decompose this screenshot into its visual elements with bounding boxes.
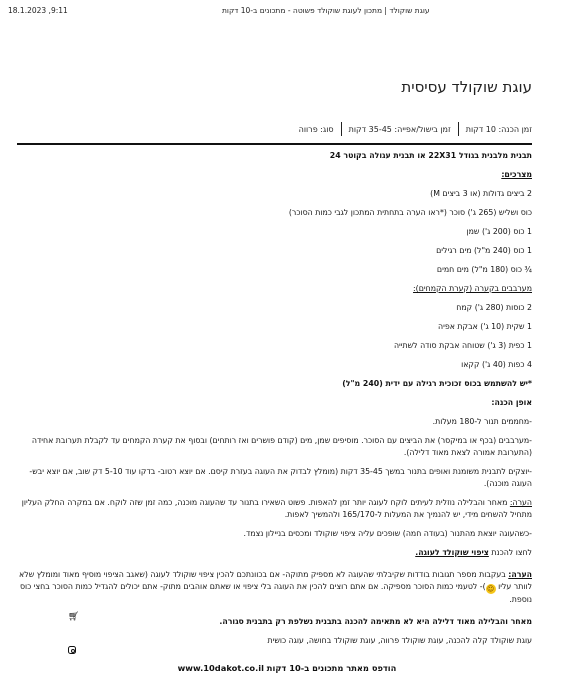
ingredient-item: 1 כוס (200 ג') שמן (466, 227, 532, 236)
ingredient-item: 2 ביצים גדולות (או 3 ביצים M) (430, 189, 532, 198)
title-divider (17, 143, 532, 145)
print-footer: הודפס מאתר מתכונים ב-10 דקות www.10dakot.co.il (177, 663, 397, 673)
glaze-prefix: לחצו להכנת (488, 548, 532, 557)
glaze-recipe-link[interactable]: ציפוי שוקולד לעוגה. (415, 548, 489, 557)
recipe-title: עוגת שוקולד עסיסית (401, 78, 532, 96)
ingredients-heading: מצרכים: (501, 170, 532, 179)
dry-ingredients-heading: מערבבים בקערה (קערת הקמחים): (413, 284, 532, 293)
cart-icon[interactable]: 🛒︎ (68, 612, 80, 622)
ingredient-item: ¾ כוס (180 מ"ל) מים חמים (436, 265, 532, 274)
ingredient-item: 1 שקית (10 ג') אבקת אפיה (438, 322, 532, 331)
meta-divider (341, 122, 342, 136)
cook-time: זמן בישול/אפייה: 35-45 דקות (348, 124, 451, 134)
ingredient-item: 1 כוס (240 מ"ל) מים רגילים (436, 246, 532, 255)
method-heading: אופן הכנה: (491, 398, 532, 407)
instagram-icon[interactable] (68, 646, 76, 654)
note-label: הערה: (508, 570, 532, 579)
smiley-icon: ☺ (487, 585, 495, 593)
print-header-title: עוגת שוקולד | מתכון לעוגת שוקולד פשוטה - מתכונים ב-10 דקות (222, 6, 430, 15)
pan-size: תבנית מלבנית בגודל 22X31 או תבנית עגולה בקוטר 24 (329, 151, 532, 160)
print-datetime: 18.1.2023 ,9:11 (8, 6, 68, 15)
cup-note: *יש להשתמש בכוס זכוכית רגילה עם ידית (240 מ"ל) (342, 379, 532, 388)
glaze-line (17, 547, 532, 559)
ingredient-item: 1 כפית (3 ג') שטוחה אבקת סודה לשתייה (393, 341, 532, 350)
pan-warning: מאחר והבלילה מאוד דלילה היא לא מתאימה להכנה בתבנית נשלפת רק בתבנית סגורה. (219, 617, 532, 626)
recipe-meta-row (299, 122, 532, 136)
recipe-type: סוג: פרווה (298, 124, 334, 134)
prep-time: זמן הכנה: 10 דקות (465, 124, 532, 134)
ingredient-item: 4 כפות (40 ג') קקאו (461, 360, 532, 369)
method-step: -מערבבים (בכף או במיקסר) את הביצים עם הסוכר. מוסיפים שמן, מים (קודם פושרים ואז רותחים) ובסוף את קערת הקמחים עד לקבלת תערובת אחידה (התערובת אמורה לצאת מאוד דלילה). (31, 436, 532, 457)
sugar-note (17, 569, 532, 606)
method-step: -יוצקים לתבנית משומנת ואופים בתנור במשך 35-45 דקות (מומלץ לבדוק את העוגה בעזרת קיסם. אם יוצא רטוב- בדקו עוד 5-10 דק שוב, אם יוצא יבש- העוגה מוכנה). (29, 467, 532, 488)
recipe-tags: עוגת שוקולד קלה להכנה, עוגת שוקולד פרווה, עוגת שוקולד בחושה, עוגה כושית (267, 636, 532, 645)
cooling-step: -כשהעוגה יוצאת מהתנור (בעודה חמה) שופכים עליה ציפוי שוקולד ומכסים בניילון נצמד. (243, 529, 532, 538)
note-label: הערה: (509, 498, 532, 507)
baking-note (17, 497, 532, 521)
note-text: )- לטעמי כמות הסוכר מספיקה. אם אתם רוצים להכין את העוגה בלי ציפוי או שאתם אוהבים מתוק- אתם יכולים להגדיל כמות הסוכר בחצי כוס נוספת. (19, 582, 532, 604)
note-text: בעקבות מספר תגובות בודדות שקיבלתי שהעוגה לא מספיק מתוקה- אם בכוונתכם להכין ציפוי שוקולד לעוגה (שאגב הציפוי מוסיף מאוד ומומלץ שלא לוותר עליו (19, 570, 532, 591)
recipe-content (17, 150, 532, 647)
method-step: -מחממים תנור ל-180 מעלות. (432, 417, 532, 426)
meta-divider (458, 122, 459, 136)
note-text: מאחר והבלילה נוזלית לעיתים לוקח לעוגה יותר זמן להאפות. פשוט השאירו בתנור עד שהעוגה מוכנה, כמה זמן שזה לוקח. אם במקרה החלק העליון מתחיל להשחים מידי, יש להנמיך את המעלות ל-165/170 ולהמשיך לאפות. (21, 498, 532, 519)
ingredient-item: 2 כוסות (280 ג') קמח (456, 303, 532, 312)
ingredient-item: כוס ושליש (265 ג') סוכר (*ראו הערה בתחתית המתכון לגבי כמות הסוכר) (288, 208, 532, 217)
